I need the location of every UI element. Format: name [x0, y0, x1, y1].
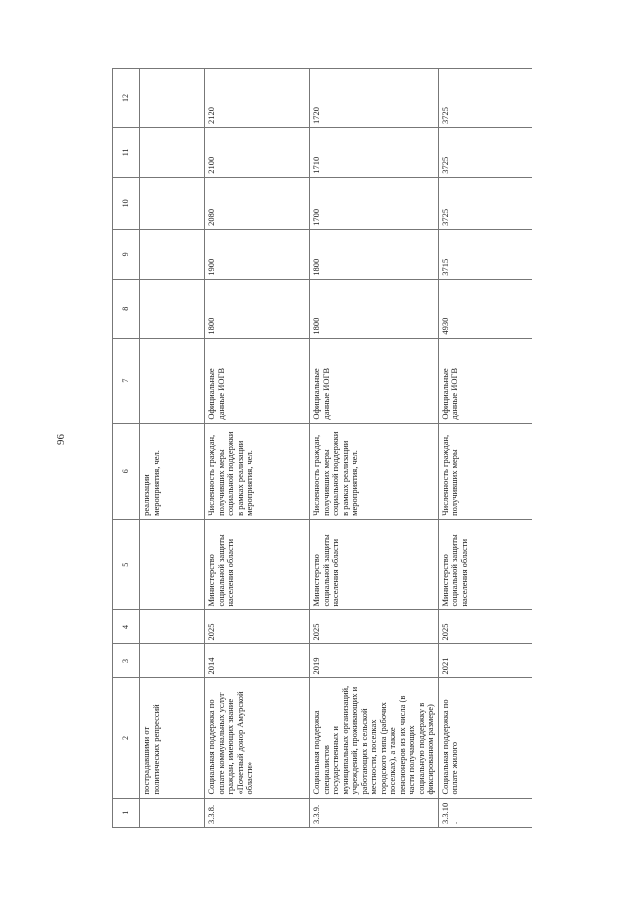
cell-value: 1800 [310, 279, 439, 338]
cell-executor [140, 519, 205, 610]
cell-value [140, 127, 205, 177]
cell-source [140, 338, 205, 423]
cell-start: 2014 [205, 644, 310, 678]
cell-name: пострадавшими от политических репрессий [140, 678, 205, 798]
column-header: 5 [113, 519, 140, 610]
column-header: 4 [113, 610, 140, 644]
cell-value: 3715 [438, 229, 532, 279]
header-row [113, 69, 140, 828]
cell-executor: Министерство социальной защиты населения области [310, 519, 439, 610]
cell-executor: Министерство социальной защиты населения области [438, 519, 532, 610]
cell-num: 3.3.9. [310, 798, 439, 827]
cell-value: 2100 [205, 127, 310, 177]
cell-end: 2025 [205, 610, 310, 644]
column-header: 7 [113, 338, 140, 423]
cell-value: 1900 [205, 229, 310, 279]
cell-indicator: Численность граждан, получивших меры социальной поддержки в рамках реализации мероприятия, чел. [310, 423, 439, 519]
cell-source: Официальные данные ИОГВ [438, 338, 532, 423]
column-header: 6 [113, 423, 140, 519]
cell-source: Официальные данные ИОГВ [310, 338, 439, 423]
cell-source: Официальные данные ИОГВ [205, 338, 310, 423]
cell-name: Социальная поддержка специалистов государственных и муниципальных организаций, учреждений, проживающих и работающих в сельской местности, поселках городского типа (рабочих поселках), а также пенсионеров из их числа (в части получающих социальную поддержку в фиксированном размере) [310, 678, 439, 798]
cell-name: Социальная поддержка по оплате жилого [438, 678, 532, 798]
cell-end: 2025 [438, 610, 532, 644]
cell-value: 2080 [205, 177, 310, 229]
page-number: 96 [55, 434, 67, 445]
cell-indicator: Численность граждан, получивших меры социальной поддержки в рамках реализации мероприятия, чел. [205, 423, 310, 519]
cell-value [140, 229, 205, 279]
cell-value [140, 177, 205, 229]
cell-value: 2120 [205, 69, 310, 128]
cell-value: 1720 [310, 69, 439, 128]
cell-end: 2025 [310, 610, 439, 644]
column-header: 12 [113, 69, 140, 128]
cell-value: 3725 [438, 177, 532, 229]
cell-value: 1710 [310, 127, 439, 177]
column-header: 1 [113, 798, 140, 827]
cell-value [140, 69, 205, 128]
column-header: 10 [113, 177, 140, 229]
cell-end [140, 610, 205, 644]
cell-num: 3.3.10. [438, 798, 532, 827]
cell-name: Социальная поддержка по оплате коммунальных услуг граждан, имеющих звание «Почетный донор Амурской области» [205, 678, 310, 798]
cell-start: 2019 [310, 644, 439, 678]
table-row-continuation [140, 69, 205, 828]
table-frame [112, 68, 532, 828]
table-row [310, 69, 439, 828]
cell-start: 2021 [438, 644, 532, 678]
cell-executor: Министерство социальной защиты населения области [205, 519, 310, 610]
cell-num: 3.3.8. [205, 798, 310, 827]
program-measures-table [112, 68, 532, 828]
column-header: 9 [113, 229, 140, 279]
column-header: 3 [113, 644, 140, 678]
column-header: 8 [113, 279, 140, 338]
cell-indicator: Численность граждан, получивших меры [438, 423, 532, 519]
cell-value [140, 279, 205, 338]
cell-indicator: реализации мероприятия, чел. [140, 423, 205, 519]
cell-value: 1800 [310, 229, 439, 279]
column-header: 11 [113, 127, 140, 177]
column-header: 2 [113, 678, 140, 798]
cell-value: 3725 [438, 127, 532, 177]
cell-value: 4930 [438, 279, 532, 338]
cell-value: 3725 [438, 69, 532, 128]
table-row [438, 69, 532, 828]
cell-value: 1800 [205, 279, 310, 338]
cell-value: 1700 [310, 177, 439, 229]
table-row [205, 69, 310, 828]
cell-num [140, 798, 205, 827]
cell-start [140, 644, 205, 678]
